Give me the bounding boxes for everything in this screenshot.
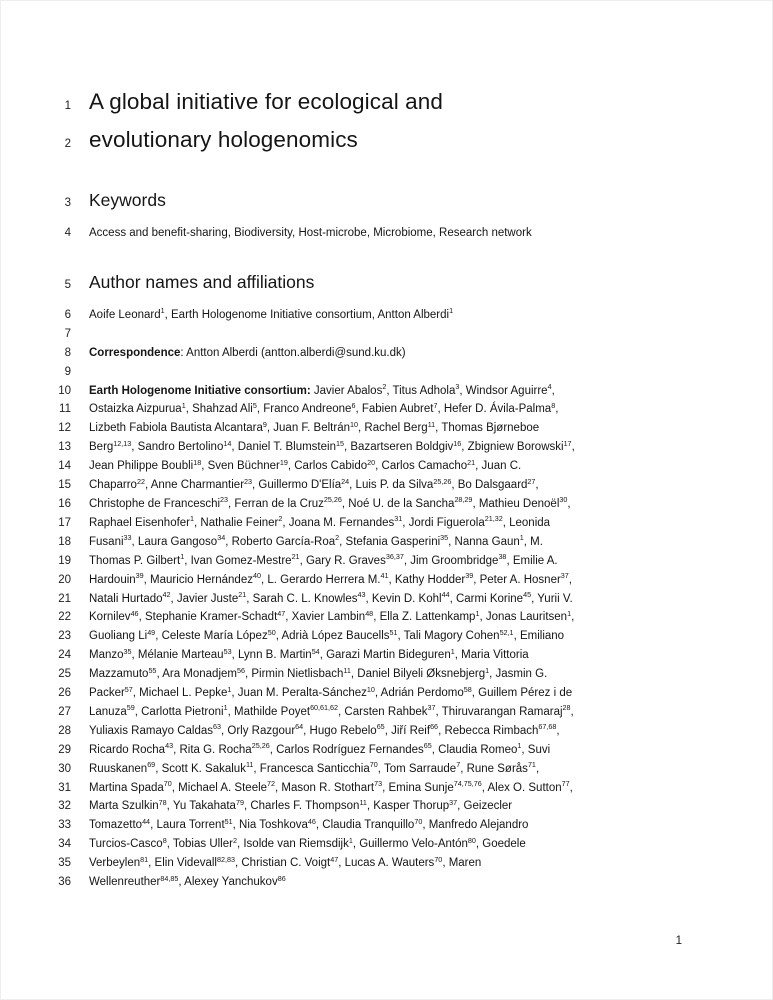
manuscript-line bbox=[1, 646, 772, 665]
affiliation-superscript: 84,85 bbox=[160, 873, 179, 883]
affiliation-superscript: 60,61,62 bbox=[310, 703, 339, 713]
manuscript-line bbox=[1, 306, 772, 325]
affiliation-superscript: 73 bbox=[374, 779, 383, 789]
affiliation-superscript: 72 bbox=[267, 779, 276, 789]
affiliation-superscript: 78 bbox=[158, 797, 167, 807]
manuscript-line bbox=[1, 665, 772, 684]
line-text: Hardouin$^{39}$, Mauricio Hernández$^{40}$, L. Gerardo Herrera M.$^{41}$, Kathy Hodder$^{39}$, Peter A. Hosner$^{37}$, bbox=[89, 571, 572, 586]
affiliation-superscript: 18 bbox=[193, 457, 202, 467]
affiliation-superscript: 16 bbox=[453, 438, 462, 448]
affiliation-superscript: 51 bbox=[389, 627, 398, 637]
affiliation-superscript: 80 bbox=[467, 835, 476, 845]
affiliation-superscript: 21 bbox=[291, 552, 300, 562]
affiliation-superscript: 11 bbox=[359, 797, 367, 807]
affiliation-superscript: 52,1 bbox=[499, 627, 514, 637]
affiliation-superscript: 23 bbox=[220, 495, 229, 505]
line-text: Ruuskanen$^{69}$, Scott K. Sakaluk$^{11}$, Francesca Santicchia$^{70}$, Tom Sarraude$^7$, Rune Sørås$^{71}$, bbox=[89, 760, 540, 775]
affiliation-superscript: 35 bbox=[123, 646, 132, 656]
affiliation-superscript: 2 bbox=[232, 835, 237, 845]
affiliation-superscript: 65 bbox=[423, 741, 432, 751]
affiliation-superscript: 39 bbox=[135, 571, 144, 581]
line-number: 27 bbox=[58, 705, 71, 718]
manuscript-line bbox=[1, 533, 772, 552]
manuscript-line bbox=[1, 835, 772, 854]
line-number: 34 bbox=[58, 838, 71, 851]
line-number: 16 bbox=[58, 497, 71, 510]
manuscript-line bbox=[1, 608, 772, 627]
line-number: 3 bbox=[64, 197, 71, 209]
manuscript-line bbox=[1, 571, 772, 590]
manuscript-line bbox=[1, 419, 772, 438]
affiliation-superscript: 57 bbox=[124, 684, 133, 694]
affiliation-superscript: 74,75,76 bbox=[453, 779, 482, 789]
affiliation-superscript: 25,26 bbox=[323, 495, 342, 505]
affiliation-superscript: 4 bbox=[547, 382, 552, 392]
page-number: 1 bbox=[675, 935, 682, 947]
affiliation-superscript: 69 bbox=[147, 760, 156, 770]
line-text: Access and benefit-sharing, Biodiversity, Host-microbe, Microbiome, Research network bbox=[89, 227, 532, 239]
affiliation-superscript: 79 bbox=[235, 797, 244, 807]
affiliation-superscript: 8 bbox=[162, 835, 167, 845]
affiliation-superscript: 1 bbox=[160, 306, 165, 316]
affiliation-superscript: 55 bbox=[148, 665, 157, 675]
affiliation-superscript: 12,13 bbox=[113, 438, 132, 448]
line-number: 11 bbox=[59, 403, 71, 416]
line-number: 12 bbox=[58, 422, 71, 435]
affiliation-superscript: 15 bbox=[335, 438, 344, 448]
affiliation-superscript: 67,68 bbox=[538, 722, 557, 732]
affiliation-superscript: 64 bbox=[295, 722, 304, 732]
affiliation-superscript: 70 bbox=[434, 854, 443, 864]
line-text: Manzo$^{35}$, Mélanie Marteau$^{53}$, Lynn B. Martin$^{54}$, Garazi Martin Bideguren$^1$, Maria Vittoria bbox=[89, 646, 529, 662]
affiliation-superscript: 38 bbox=[498, 552, 507, 562]
affiliation-superscript: 70 bbox=[369, 760, 378, 770]
line-text: Chaparro$^{22}$, Anne Charmantier$^{23}$, Guillermo D'Elía$^{24}$, Luis P. da Silva$^{25,26}$, Bo Dalsgaard$^{27}$, bbox=[89, 476, 539, 492]
affiliation-superscript: 82,83 bbox=[216, 854, 235, 864]
affiliation-superscript: 10 bbox=[350, 419, 358, 429]
affiliation-superscript: 19 bbox=[279, 457, 288, 467]
affiliation-superscript: 33 bbox=[123, 533, 132, 543]
title-text: A global initiative for ecological and bbox=[89, 89, 444, 114]
affiliation-superscript: 43 bbox=[357, 590, 366, 599]
line-text: Mazzamuto$^{55}$, Ara Monadjem$^{56}$, Pirmin Nietlisbach$^{11}$, Daniel Bilyeli Øksnebjerg$^1$, Jasmin G. bbox=[89, 665, 548, 681]
affiliation-superscript: 77 bbox=[561, 779, 570, 789]
line-text: Fusani$^{33}$, Laura Gangoso$^{34}$, Roberto García-Roa$^2$, Stefania Gasperini$^{35}$, Nanna Gaun$^1$, M. bbox=[89, 533, 543, 548]
affiliation-superscript: 47 bbox=[330, 854, 339, 864]
line-number: 23 bbox=[58, 630, 71, 643]
manuscript-line bbox=[1, 325, 772, 344]
affiliation-superscript: 1 bbox=[485, 665, 490, 675]
affiliation-superscript: 6 bbox=[351, 400, 356, 410]
affiliation-superscript: 1 bbox=[517, 741, 522, 751]
manuscript-line bbox=[1, 438, 772, 457]
section-heading: Author names and affiliations bbox=[89, 271, 315, 292]
affiliation-superscript: 65 bbox=[376, 722, 385, 732]
line-number: 19 bbox=[58, 554, 71, 567]
line-text: Christophe de Franceschi$^{23}$, Ferran de la Cruz$^{25,26}$, Noé U. de la Sancha$^{28,29}$, Mathieu Denoël$^{30}$, bbox=[89, 495, 571, 510]
affiliation-superscript: 66 bbox=[430, 722, 439, 732]
affiliation-superscript: 1 bbox=[227, 684, 232, 694]
line-number: 7 bbox=[64, 327, 71, 340]
affiliation-superscript: 44 bbox=[441, 590, 450, 599]
affiliation-superscript: 22 bbox=[136, 476, 145, 486]
manuscript-line bbox=[1, 797, 772, 816]
manuscript-line bbox=[1, 684, 772, 703]
line-number: 9 bbox=[64, 365, 71, 378]
affiliation-superscript: 31 bbox=[394, 514, 403, 524]
affiliation-superscript: 17 bbox=[563, 438, 572, 448]
affiliation-superscript: 2 bbox=[335, 533, 340, 543]
affiliation-superscript: 51 bbox=[224, 816, 233, 826]
affiliation-superscript: 63 bbox=[213, 722, 222, 732]
manuscript-line bbox=[1, 873, 772, 892]
affiliation-superscript: 1 bbox=[223, 703, 228, 713]
affiliation-superscript: 7 bbox=[433, 400, 438, 410]
affiliation-superscript: 5 bbox=[252, 400, 257, 410]
affiliation-superscript: 37 bbox=[449, 797, 458, 807]
manuscript-line bbox=[1, 382, 772, 401]
affiliation-superscript: 81 bbox=[140, 854, 149, 864]
line-text: Berg$^{12,13}$, Sandro Bertolino$^{14}$, Daniel T. Blumstein$^{15}$, Bazartseren Boldgiv$^{16}$, Zbigniew Borowski$^{17}$, bbox=[89, 438, 575, 454]
line-text: Verbeylen$^{81}$, Elin Videvall$^{82,83}$, Christian C. Voigt$^{47}$, Lucas A. Wauters$^{70}$, Maren bbox=[89, 854, 482, 870]
affiliation-superscript: 11 bbox=[343, 665, 351, 675]
line-text: Wellenreuther$^{84,85}$, Alexey Yanchukov$^{86}$ bbox=[89, 873, 286, 889]
line-number: 33 bbox=[58, 819, 71, 832]
line-text: Packer$^{57}$, Michael L. Pepke$^1$, Juan M. Peralta-Sánchez$^{10}$, Adrián Perdomo$^{58}$, Guillem Pérez i de bbox=[89, 684, 573, 700]
line-number: 20 bbox=[58, 573, 71, 586]
affiliation-superscript: 21,32 bbox=[484, 514, 503, 524]
affiliation-superscript: 71 bbox=[527, 760, 536, 770]
line-text: Earth Hologenome Initiative consortium: Javier Abalos$^2$, Titus Adhola$^3$, Windsor Aguirre$^4$, bbox=[89, 382, 555, 397]
affiliation-superscript: 39 bbox=[465, 571, 474, 581]
manuscript-line bbox=[1, 552, 772, 571]
manuscript-line bbox=[1, 722, 772, 741]
manuscript-line bbox=[1, 703, 772, 722]
affiliation-superscript: 58 bbox=[463, 684, 472, 694]
affiliation-superscript: 53 bbox=[223, 646, 232, 656]
line-text: Lanuza$^{59}$, Carlotta Pietroni$^1$, Mathilde Poyet$^{60,61,62}$, Carsten Rahbek$^{37}$, Thiruvarangan Ramaraj$^{28}$, bbox=[89, 703, 574, 718]
affiliation-superscript: 3 bbox=[455, 382, 460, 392]
affiliation-superscript: 20 bbox=[367, 457, 376, 467]
line-text: Turcios-Casco$^8$, Tobias Uller$^2$, Isolde van Riemsdijk$^1$, Guillermo Velo-Antón$^{80}$, Goedele bbox=[89, 835, 526, 851]
affiliation-superscript: 34 bbox=[217, 533, 226, 543]
manuscript-line bbox=[1, 457, 772, 476]
line-text: Aoife Leonard$^1$, Earth Hologenome Initiative consortium, Antton Alberdi$^1$ bbox=[89, 306, 454, 321]
line-number: 4 bbox=[64, 227, 71, 239]
line-list bbox=[1, 1, 772, 892]
line-number: 28 bbox=[58, 724, 71, 737]
affiliation-superscript: 56 bbox=[236, 665, 245, 675]
line-number: 8 bbox=[64, 346, 71, 359]
line-number: 13 bbox=[58, 441, 71, 454]
manuscript-line bbox=[1, 344, 772, 363]
affiliation-superscript: 41 bbox=[380, 571, 389, 581]
affiliation-superscript: 42 bbox=[162, 590, 171, 599]
affiliation-superscript: 35 bbox=[440, 533, 449, 543]
line-text: Raphael Eisenhofer$^1$, Nathalie Feiner$^2$, Joana M. Fernandes$^{31}$, Jordi Figuerola$^{21,32}$, Leonida bbox=[89, 514, 551, 529]
manuscript-line bbox=[1, 627, 772, 646]
affiliation-superscript: 7 bbox=[456, 760, 461, 770]
affiliation-superscript: 36,37 bbox=[385, 552, 404, 562]
line-number: 25 bbox=[58, 668, 71, 681]
affiliation-superscript: 1 bbox=[449, 306, 454, 316]
affiliation-superscript: 30 bbox=[559, 495, 568, 505]
line-number: 1 bbox=[64, 100, 71, 112]
affiliation-superscript: 1 bbox=[348, 835, 353, 845]
affiliation-superscript: 86 bbox=[277, 873, 286, 883]
affiliation-superscript: 1 bbox=[475, 608, 480, 618]
line-text: Ostaizka Aizpurua$^1$, Shahzad Ali$^5$, Franco Andreone$^6$, Fabien Aubret$^7$, Hefer D. Ávila-Palma$^8$, bbox=[89, 400, 559, 416]
affiliation-superscript: 44 bbox=[142, 816, 151, 826]
affiliation-superscript: 1 bbox=[190, 514, 195, 524]
line-number: 18 bbox=[58, 535, 71, 548]
affiliation-superscript: 50 bbox=[267, 627, 276, 637]
affiliation-superscript: 1 bbox=[519, 533, 524, 543]
document-title-line bbox=[1, 85, 772, 123]
line-number: 21 bbox=[58, 592, 71, 605]
affiliation-superscript: 59 bbox=[126, 703, 135, 713]
line-text: Guoliang Li$^{49}$, Celeste María López$^{50}$, Adrià López Baucells$^{51}$, Tali Magory Cohen$^{52,1}$, Emiliano bbox=[89, 627, 565, 643]
affiliation-superscript: 43 bbox=[165, 741, 174, 751]
affiliation-superscript: 49 bbox=[147, 627, 156, 637]
manuscript-line bbox=[1, 854, 772, 873]
affiliation-superscript: 23 bbox=[244, 476, 253, 486]
manuscript-line bbox=[1, 779, 772, 798]
affiliation-superscript: 28 bbox=[562, 703, 571, 713]
affiliation-superscript: 70 bbox=[163, 779, 172, 789]
line-text: Marta Szulkin$^{78}$, Yu Takahata$^{79}$, Charles F. Thompson$^{11}$, Kasper Thorup$^{37}$, Geizecler bbox=[89, 797, 513, 813]
manuscript-line bbox=[1, 224, 772, 243]
affiliation-superscript: 25,26 bbox=[433, 476, 452, 486]
title-text: evolutionary hologenomics bbox=[89, 127, 358, 152]
manuscript-line bbox=[1, 476, 772, 495]
manuscript-line bbox=[1, 741, 772, 760]
affiliation-superscript: 11 bbox=[245, 760, 254, 770]
affiliation-superscript: 46 bbox=[130, 608, 139, 618]
affiliation-superscript: 9 bbox=[262, 419, 267, 429]
line-number: 31 bbox=[58, 781, 71, 794]
affiliation-superscript: 47 bbox=[277, 608, 286, 618]
section-heading-row bbox=[1, 187, 772, 216]
affiliation-superscript: 2 bbox=[278, 514, 283, 524]
manuscript-line bbox=[1, 400, 772, 419]
affiliation-superscript: 45 bbox=[523, 590, 532, 599]
line-text: Martina Spada$^{70}$, Michael A. Steele$^{72}$, Mason R. Stothart$^{73}$, Emina Sunje$^{74,75,76}$, Alex O. Sutton$^{77}$, bbox=[89, 779, 573, 794]
line-number: 26 bbox=[58, 687, 71, 700]
manuscript-line bbox=[1, 760, 772, 779]
affiliation-superscript: 40 bbox=[252, 571, 261, 581]
line-number: 5 bbox=[64, 278, 71, 291]
affiliation-superscript: 27 bbox=[527, 476, 536, 486]
affiliation-superscript: 37 bbox=[427, 703, 436, 713]
affiliation-superscript: 21 bbox=[467, 457, 476, 467]
line-text: Ricardo Rocha$^{43}$, Rita G. Rocha$^{25,26}$, Carlos Rodríguez Fernandes$^{65}$, Claudia Romeo$^1$, Suvi bbox=[89, 741, 551, 756]
affiliation-superscript: 1 bbox=[181, 400, 186, 410]
line-number: 22 bbox=[58, 611, 71, 624]
document-title-line bbox=[1, 123, 772, 161]
affiliation-superscript: 70 bbox=[414, 816, 423, 826]
line-number: 6 bbox=[64, 308, 71, 321]
line-number: 17 bbox=[58, 516, 71, 529]
line-number: 14 bbox=[58, 460, 71, 473]
manuscript-line bbox=[1, 363, 772, 382]
affiliation-superscript: 21 bbox=[238, 590, 247, 599]
line-number: 36 bbox=[58, 876, 71, 889]
affiliation-superscript: 54 bbox=[311, 646, 320, 656]
manuscript-line bbox=[1, 514, 772, 533]
line-text: Kornilev$^{46}$, Stephanie Kramer-Schadt$^{47}$, Xavier Lambin$^{48}$, Ella Z. Lattenkamp$^1$, Jonas Lauritsen$^1$, bbox=[89, 608, 575, 624]
manuscript-line bbox=[1, 590, 772, 609]
line-number: 24 bbox=[58, 649, 71, 662]
line-number: 30 bbox=[58, 762, 71, 775]
affiliation-superscript: 48 bbox=[365, 608, 374, 618]
bold-label: Earth Hologenome Initiative consortium: bbox=[89, 384, 311, 397]
line-text: Lizbeth Fabiola Bautista Alcantara$^9$, Juan F. Beltrán$^{10}$, Rachel Berg$^{11}$, Thomas Bjørneboe bbox=[89, 419, 540, 435]
line-text: Jean Philippe Boubli$^{18}$, Sven Büchner$^{19}$, Carlos Cabido$^{20}$, Carlos Camacho$^{21}$, Juan C. bbox=[89, 457, 522, 473]
affiliation-superscript: 14 bbox=[223, 438, 232, 448]
line-number: 35 bbox=[58, 857, 71, 870]
line-text: Tomazetto$^{44}$, Laura Torrent$^{51}$, Nia Toshkova$^{46}$, Claudia Tranquillo$^{70}$, Manfredo Alejandro bbox=[89, 816, 529, 832]
manuscript-line bbox=[1, 495, 772, 514]
line-number: 29 bbox=[58, 743, 71, 756]
section-heading: Keywords bbox=[89, 190, 166, 210]
manuscript-line bbox=[1, 816, 772, 835]
affiliation-superscript: 10 bbox=[366, 684, 375, 694]
line-number: 15 bbox=[58, 479, 71, 492]
affiliation-superscript: 8 bbox=[551, 400, 556, 410]
affiliation-superscript: 24 bbox=[341, 476, 350, 486]
affiliation-superscript: 28,29 bbox=[454, 495, 473, 505]
affiliation-superscript: 1 bbox=[567, 608, 572, 618]
line-text: Yuliaxis Ramayo Caldas$^{63}$, Orly Razgour$^{64}$, Hugo Rebelo$^{65}$, Jiří Reif$^{66}$, Rebecca Rimbach$^{67,68}$, bbox=[89, 722, 560, 737]
affiliation-superscript: 2 bbox=[382, 382, 387, 392]
affiliation-superscript: 25,26 bbox=[251, 741, 270, 751]
affiliation-superscript: 37 bbox=[560, 571, 569, 581]
line-text: Thomas P. Gilbert$^1$, Ivan Gomez-Mestre$^{21}$, Gary R. Graves$^{36,37}$, Jim Groombridge$^{38}$, Emilie A. bbox=[89, 552, 558, 567]
section-heading-row bbox=[1, 269, 772, 298]
line-number: 32 bbox=[58, 800, 71, 813]
affiliation-superscript: 1 bbox=[180, 552, 185, 562]
bold-label: Correspondence bbox=[89, 346, 181, 359]
line-text: Correspondence: Antton Alberdi (antton.alberdi@sund.ku.dk) bbox=[89, 346, 406, 359]
line-number: 10 bbox=[58, 384, 71, 397]
line-text: Natali Hurtado$^{42}$, Javier Juste$^{21}$, Sarah C. L. Knowles$^{43}$, Kevin D. Kohl$^{44}$, Carmi Korine$^{45}$, Yurii V. bbox=[89, 590, 573, 605]
affiliation-superscript: 11 bbox=[427, 419, 436, 429]
line-number: 2 bbox=[64, 138, 71, 150]
affiliation-superscript: 46 bbox=[307, 816, 316, 826]
affiliation-superscript: 1 bbox=[450, 646, 455, 656]
